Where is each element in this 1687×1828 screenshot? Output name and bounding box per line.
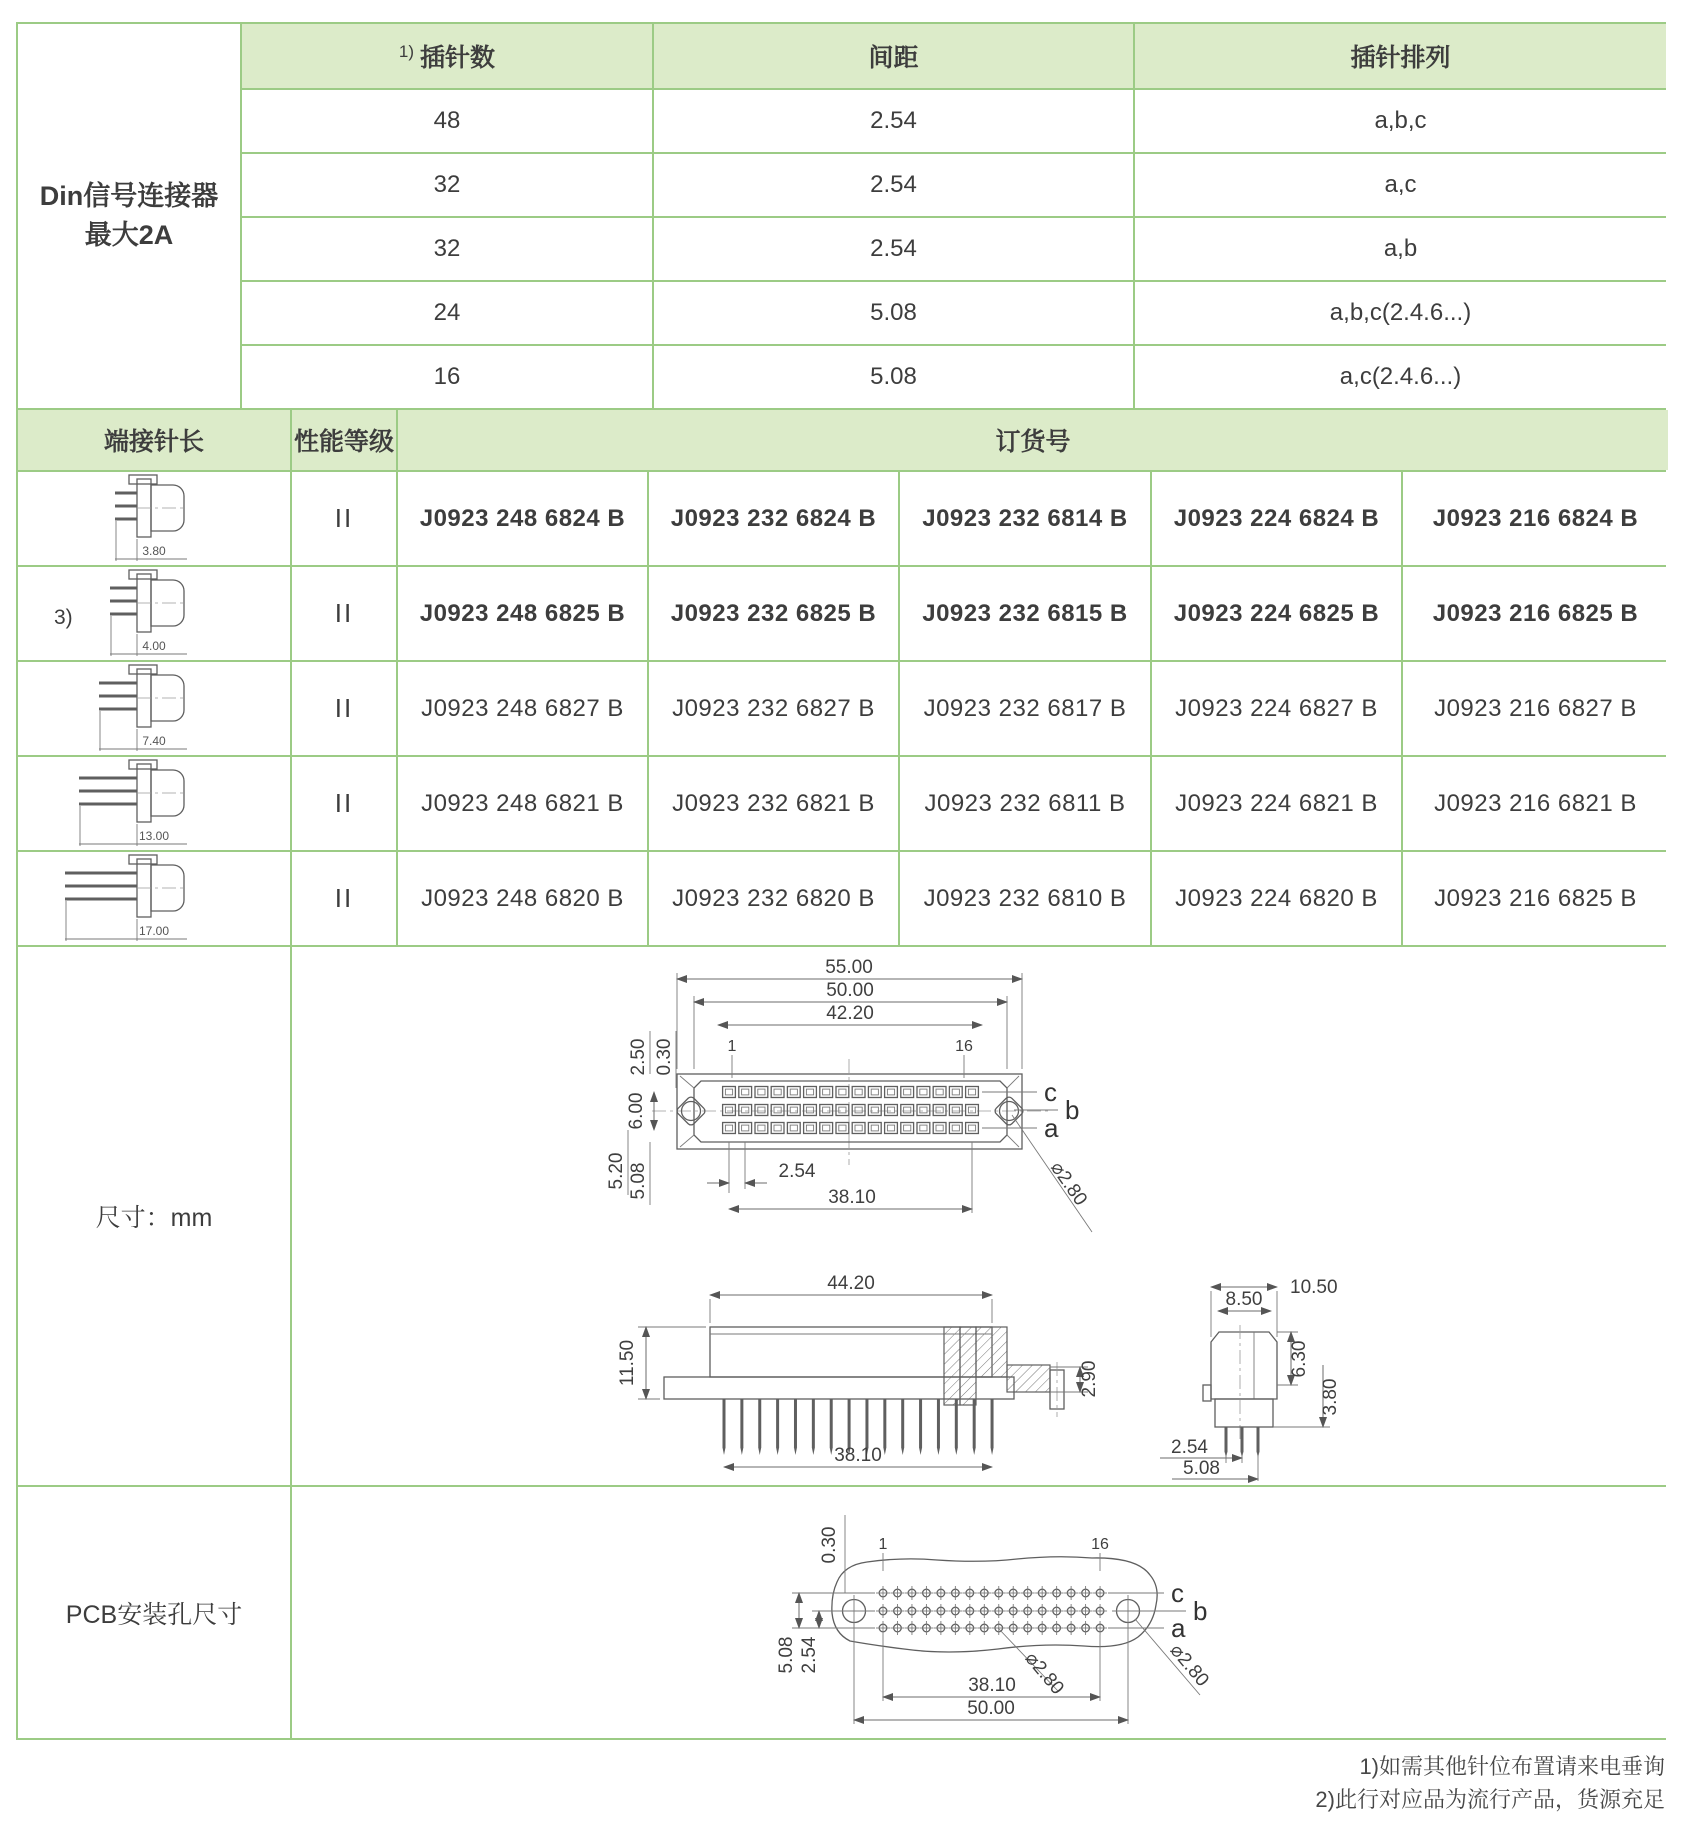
pcb-row-b-label: b <box>1193 1596 1208 1626</box>
spec-row-0-pitch: 2.54 <box>654 90 1133 152</box>
pcb-hole-grid <box>876 1586 1107 1635</box>
pcb-dim-2-54: 2.54 <box>799 1636 820 1674</box>
pcb-section-label: PCB安装孔尺寸 <box>18 1487 290 1738</box>
order-no-3-4: J0923 216 6821 B <box>1403 757 1668 850</box>
front-pin-grid <box>723 1087 979 1134</box>
grade-cell-1: II <box>292 567 396 660</box>
connector-dimension-drawing <box>292 947 1666 1485</box>
order-no-1-1: J0923 232 6825 B <box>649 567 898 660</box>
pcb-dim-dia-1: ⌀2.80 <box>1020 1648 1068 1699</box>
spec-row-4-pins: 16 <box>242 346 652 408</box>
pcb-dim-0-30: 0.30 <box>819 1526 840 1564</box>
spec-row-3-pins: 24 <box>242 282 652 344</box>
product-line2: 最大2A <box>84 220 174 250</box>
order-no-2-2: J0923 232 6817 B <box>900 662 1150 755</box>
end-dim-5-08: 5.08 <box>1183 1458 1220 1479</box>
order-no-1-3: J0923 224 6825 B <box>1152 567 1401 660</box>
order-no-0-3: J0923 224 6824 B <box>1152 472 1401 565</box>
pin-length-icon-3-80 <box>59 469 249 569</box>
order-no-3-2: J0923 232 6811 B <box>900 757 1150 850</box>
spec-row-2-arrangement: a,b <box>1135 218 1666 280</box>
order-no-0-4: J0923 216 6824 B <box>1403 472 1668 565</box>
front-pin-1-label: 1 <box>727 1038 737 1055</box>
spec-table <box>16 22 1666 410</box>
spec-row-3-pitch: 5.08 <box>654 282 1133 344</box>
front-row-a-label: a <box>1044 1113 1059 1143</box>
order-no-1-4: J0923 216 6825 B <box>1403 567 1668 660</box>
spec-row-4-pitch: 5.08 <box>654 346 1133 408</box>
pin-length-dim-2: 7.40 <box>142 733 166 748</box>
end-dim-10-50: 10.50 <box>1290 1277 1338 1298</box>
order-no-4-0: J0923 248 6820 B <box>398 852 647 945</box>
pcb-drawing-cell <box>292 1487 1666 1738</box>
end-dim-3-80: 3.80 <box>1320 1378 1341 1416</box>
order-no-1-2: J0923 232 6815 B <box>900 567 1150 660</box>
pin-length-dim-4: 17.00 <box>138 923 170 938</box>
end-dim-8-50: 8.50 <box>1225 1289 1263 1310</box>
order-no-0-1: J0923 232 6824 B <box>649 472 898 565</box>
spec-row-1-pins: 32 <box>242 154 652 216</box>
pin-length-icon-17-00 <box>59 849 249 949</box>
spec-row-3-arrangement: a,b,c(2.4.6...) <box>1135 282 1666 344</box>
pin-length-icon-13-00 <box>59 754 249 854</box>
footnotes <box>1315 1750 1665 1816</box>
order-no-3-3: J0923 224 6821 B <box>1152 757 1401 850</box>
pin-length-dim-3: 13.00 <box>138 828 170 843</box>
pcb-dim-dia-2: ⌀2.80 <box>1165 1640 1213 1691</box>
pin-length-cell-1 <box>18 567 290 660</box>
grade-cell-3: II <box>292 757 396 850</box>
order-no-4-4: J0923 216 6825 B <box>1403 852 1668 945</box>
front-dim-5-20: 5.20 <box>606 1152 627 1190</box>
front-dim-5-08: 5.08 <box>628 1162 649 1200</box>
spec-row-4-arrangement: a,c(2.4.6...) <box>1135 346 1666 408</box>
end-dim-6-30: 6.30 <box>1289 1340 1310 1378</box>
front-row-b-label: b <box>1065 1095 1080 1125</box>
front-view <box>606 957 1092 1232</box>
front-dim-38-10: 38.10 <box>828 1187 876 1208</box>
spec-header-pitch: 间距 <box>654 24 1133 88</box>
spec-header-pins-footnote-ref: 1) <box>398 42 415 61</box>
front-pin-16-label: 16 <box>955 1038 973 1055</box>
order-no-4-2: J0923 232 6810 B <box>900 852 1150 945</box>
spec-row-1-pitch: 2.54 <box>654 154 1133 216</box>
order-no-3-1: J0923 232 6821 B <box>649 757 898 850</box>
spec-row-2-pitch: 2.54 <box>654 218 1133 280</box>
grade-cell-4: II <box>292 852 396 945</box>
side-dim-2-90: 2.90 <box>1079 1360 1100 1398</box>
order-no-4-1: J0923 232 6820 B <box>649 852 898 945</box>
pcb-row-a-label: a <box>1171 1613 1186 1643</box>
front-dim-dia-2-80: ⌀2.80 <box>1046 1157 1091 1210</box>
pin-length-cell-3 <box>18 757 290 850</box>
pin-length-icon-4-00 <box>59 564 249 664</box>
order-header-grade: 性能等级 <box>292 410 396 470</box>
end-dim-2-54: 2.54 <box>1171 1437 1208 1458</box>
order-no-0-2: J0923 232 6814 B <box>900 472 1150 565</box>
row-note-1: 3) <box>54 606 73 630</box>
front-row-c-label: c <box>1044 1077 1057 1107</box>
pin-length-dim-0: 3.80 <box>142 543 166 558</box>
front-dim-6-00: 6.00 <box>626 1092 647 1130</box>
spec-row-1-arrangement: a,c <box>1135 154 1666 216</box>
spec-header-pins-label: 插针数 <box>420 44 496 72</box>
order-no-0-0: J0923 248 6824 B <box>398 472 647 565</box>
pin-length-dim-1: 4.00 <box>142 638 166 653</box>
order-no-2-1: J0923 232 6827 B <box>649 662 898 755</box>
side-dim-11-50: 11.50 <box>617 1339 638 1387</box>
spec-header-pins <box>242 24 652 88</box>
spec-header-arrangement: 插针排列 <box>1135 24 1666 88</box>
front-dim-2-54: 2.54 <box>778 1161 816 1182</box>
pcb-dim-38-10: 38.10 <box>968 1675 1016 1696</box>
grade-cell-0: II <box>292 472 396 565</box>
side-dim-44-20: 44.20 <box>827 1273 875 1294</box>
order-header-order-no: 订货号 <box>398 410 1668 470</box>
front-dim-2-50: 2.50 <box>628 1038 649 1076</box>
pcb-dim-5-08: 5.08 <box>776 1636 797 1674</box>
pcb-dim-50-00: 50.00 <box>967 1698 1015 1719</box>
order-no-3-0: J0923 248 6821 B <box>398 757 647 850</box>
front-dim-50: 50.00 <box>826 980 874 1001</box>
pin-length-icon-7-40 <box>59 659 249 759</box>
order-no-2-4: J0923 216 6827 B <box>1403 662 1668 755</box>
order-no-2-3: J0923 224 6827 B <box>1152 662 1401 755</box>
product-name-cell <box>18 24 240 408</box>
pin-length-cell-0 <box>18 472 290 565</box>
grade-cell-2: II <box>292 662 396 755</box>
side-dim-38-10: 38.10 <box>834 1445 882 1466</box>
footnote-2: 2)此行对应品为流行产品，货源充足 <box>1315 1787 1665 1812</box>
front-dim-55: 55.00 <box>825 957 873 978</box>
order-header-pin-length: 端接针长 <box>18 410 290 470</box>
dimensions-drawing-cell <box>292 947 1666 1485</box>
spec-row-0-arrangement: a,b,c <box>1135 90 1666 152</box>
front-dim-42: 42.20 <box>826 1003 874 1024</box>
spec-row-2-pins: 32 <box>242 218 652 280</box>
order-no-4-3: J0923 224 6820 B <box>1152 852 1401 945</box>
order-no-1-0: J0923 248 6825 B <box>398 567 647 660</box>
pcb-hole-drawing <box>292 1487 1666 1738</box>
dimensions-section-label: 尺寸：mm <box>18 947 290 1485</box>
footnote-1: 1)如需其他针位布置请来电垂询 <box>1359 1754 1665 1779</box>
end-view <box>1160 1277 1341 1481</box>
spec-row-0-pins: 48 <box>242 90 652 152</box>
pin-length-cell-4 <box>18 852 290 945</box>
order-table <box>16 408 1666 947</box>
pcb-row-c-label: c <box>1171 1578 1184 1608</box>
pcb-pin-1-label: 1 <box>878 1536 888 1553</box>
pcb-pin-16-label: 16 <box>1091 1536 1109 1553</box>
front-dim-0-30: 0.30 <box>654 1038 675 1076</box>
drawings-table <box>16 945 1666 1740</box>
pin-length-cell-2 <box>18 662 290 755</box>
side-view <box>617 1273 1100 1467</box>
order-no-2-0: J0923 248 6827 B <box>398 662 647 755</box>
product-line1: Din信号连接器 <box>39 180 219 211</box>
